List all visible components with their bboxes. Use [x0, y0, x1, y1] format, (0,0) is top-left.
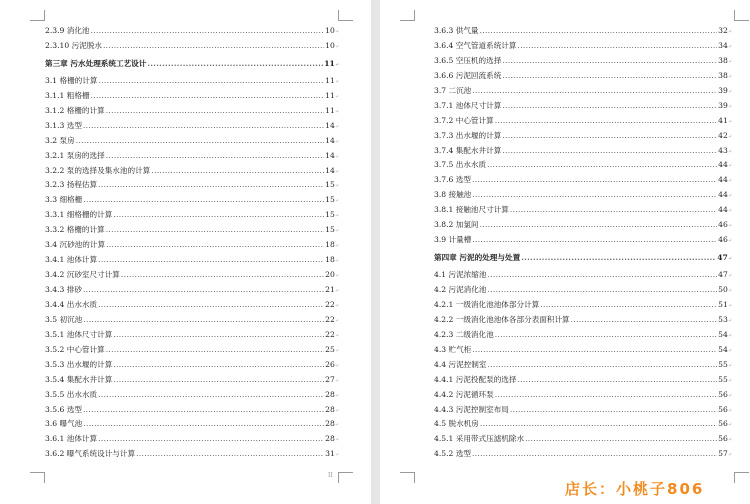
dot-leader — [98, 178, 324, 193]
toc-entry-title: 3.1 格栅的计算 — [45, 75, 98, 85]
toc-entry[interactable] — [434, 233, 732, 248]
toc-entry-page: 15 ↵ — [325, 178, 339, 194]
toc-entry-page: 43 ↵ — [718, 144, 732, 160]
toc-entry-title: 3.7.2 中心管计算 — [434, 115, 494, 125]
toc-entry-page: 44 ↵ — [718, 203, 732, 219]
toc-entry-page: 14 ↵ — [325, 164, 339, 180]
toc-entry-title: 3.8.2 加氯间 — [434, 220, 479, 230]
toc-entry-title: 3.9 计量槽 — [434, 235, 472, 245]
dot-leader — [113, 328, 324, 343]
toc-entry-title: 3.2.3 扬程估算 — [45, 180, 98, 190]
toc-entry-title: 3.4.3 排砂 — [45, 285, 82, 294]
toc-entry[interactable] — [45, 193, 339, 208]
toc-entry[interactable] — [434, 373, 732, 388]
toc-entry-title: 4.3 贮气柜 — [434, 344, 472, 354]
margin-corner-mark — [30, 10, 45, 21]
toc-entry-page: 14 ↵ — [325, 119, 339, 135]
toc-entry[interactable] — [434, 203, 732, 218]
toc-entry-page: 50 ↵ — [718, 283, 732, 299]
toc-entry[interactable] — [434, 298, 732, 313]
toc-entry-title: 3.6.6 污泥回流系统 — [434, 70, 502, 80]
dot-leader — [83, 119, 324, 134]
toc-entry-title: 4.5.1 采用带式压滤机除水 — [434, 434, 525, 444]
toc-entry-title: 4.2 污泥消化池 — [434, 285, 487, 294]
toc-entry[interactable] — [45, 208, 339, 223]
toc-entry-page: 21 ↵ — [325, 283, 339, 299]
toc-entry[interactable] — [45, 283, 339, 298]
toc-entry[interactable] — [434, 313, 732, 328]
toc-entry-page: 22 ↵ — [325, 313, 339, 329]
toc-entry-page: 55 ↵ — [718, 358, 732, 374]
dot-leader — [472, 447, 717, 462]
toc-entry[interactable] — [434, 144, 732, 159]
dot-leader — [83, 193, 324, 208]
toc-entry-page: 46 ↵ — [718, 218, 732, 234]
toc-entry-title: 4.5 脱水机房 — [434, 419, 479, 429]
toc-chapter-entry[interactable] — [434, 248, 732, 268]
toc-entry-page: 10 ↵ — [325, 24, 339, 40]
dot-leader — [525, 432, 717, 447]
margin-corner-mark — [400, 472, 415, 483]
toc-entry[interactable] — [434, 173, 732, 188]
toc-entry[interactable] — [434, 328, 732, 343]
toc-entry-title: 3.5.1 池体尺寸计算 — [45, 329, 113, 339]
toc-entry[interactable] — [434, 69, 732, 84]
dot-leader — [502, 129, 717, 144]
dot-leader — [113, 358, 324, 373]
toc-entry-title: 3.5.4 集配水井计算 — [45, 374, 113, 384]
toc-entry-title: 3.7.6 选型 — [434, 175, 471, 185]
toc-entry-page: 54 ↵ — [718, 343, 732, 359]
dot-leader — [502, 144, 717, 159]
toc-entry-page: 38 ↵ — [718, 69, 732, 85]
toc-entry[interactable] — [434, 24, 732, 39]
toc-entry-page: 15 ↵ — [325, 208, 339, 224]
toc-entry[interactable] — [45, 89, 339, 104]
toc-entry-title: 3.6.5 空压机的选择 — [434, 55, 502, 65]
toc-entry[interactable] — [45, 119, 339, 134]
dot-leader — [480, 218, 718, 233]
dot-leader — [540, 298, 717, 313]
dot-leader — [98, 298, 324, 313]
toc-entry-title: 3.4.1 池体计算 — [45, 255, 98, 265]
dot-leader — [83, 417, 324, 432]
toc-entry-title: 3.3.2 格栅的计算 — [45, 225, 105, 235]
toc-entry-title: 2.3.10 污泥脱水 — [45, 40, 102, 50]
toc-entry[interactable] — [45, 74, 339, 89]
toc-entry-page: 10 ↵ — [325, 39, 339, 55]
toc-entry-page: 57 ↵ — [718, 447, 732, 463]
dot-leader — [480, 417, 717, 432]
toc-entry-page: 14 ↵ — [325, 134, 339, 150]
toc-entry-title: 3.7.5 出水水质 — [434, 160, 487, 170]
dot-leader — [487, 283, 717, 298]
toc-entry[interactable] — [434, 283, 732, 298]
toc-entry-page: 39 ↵ — [718, 84, 732, 100]
toc-entry[interactable] — [434, 99, 732, 114]
dot-leader — [113, 208, 324, 223]
toc-entry-title: 3.1.1 粗格栅 — [45, 90, 90, 100]
dot-leader — [121, 268, 324, 283]
dot-leader — [106, 149, 324, 164]
toc-entry-title: 4.2.1 一级消化池池体部分计算 — [434, 299, 540, 309]
margin-corner-mark — [30, 472, 45, 483]
toc-entry-page: 47 ↵ — [717, 248, 732, 269]
toc-entry-page: 54 ↵ — [718, 328, 732, 344]
toc-entry[interactable] — [434, 343, 732, 358]
toc-entry-title: 3.5.3 出水堰的计算 — [45, 359, 113, 369]
dot-leader — [495, 328, 717, 343]
toc-entry-title: 4.4.2 污泥循环泵 — [434, 389, 494, 399]
toc-entry[interactable] — [434, 447, 732, 462]
toc-entry-page: 51 ↵ — [718, 298, 732, 314]
toc-entry-title: 3.3.1 细格栅的计算 — [45, 210, 113, 220]
toc-entry[interactable] — [45, 432, 339, 447]
toc-entry[interactable] — [45, 313, 339, 328]
dot-leader — [91, 89, 325, 104]
dot-leader — [98, 74, 324, 89]
toc-entry-page: 25 ↵ — [325, 343, 339, 359]
dot-leader — [472, 233, 717, 248]
dot-leader — [98, 388, 324, 403]
dot-leader — [487, 268, 717, 283]
toc-entry-page: 38 ↵ — [718, 54, 732, 70]
toc-entry[interactable] — [45, 223, 339, 238]
toc-entry[interactable] — [45, 164, 339, 179]
toc-entry[interactable] — [45, 149, 339, 164]
dot-leader — [106, 343, 324, 358]
toc-entry-page: 11 ↵ — [325, 74, 339, 90]
toc-entry-page: 15 ↵ — [325, 193, 339, 209]
toc-entry-page: 26 ↵ — [325, 358, 339, 374]
dot-leader — [83, 313, 324, 328]
toc-entry[interactable] — [434, 417, 732, 432]
table-of-contents — [434, 24, 732, 462]
toc-entry[interactable] — [45, 373, 339, 388]
toc-entry-title: 3.1.3 选型 — [45, 120, 82, 130]
toc-entry-page: 31 ↵ — [325, 447, 339, 463]
toc-entry-page: 39 ↵ — [718, 99, 732, 115]
toc-entry[interactable] — [45, 403, 339, 418]
margin-corner-mark — [400, 10, 415, 21]
toc-entry-title: 3.1.2 格栅的计算 — [45, 105, 105, 115]
dot-leader — [136, 447, 324, 462]
toc-entry-title: 2.3.9 消化池 — [45, 26, 90, 35]
table-of-contents — [45, 24, 339, 462]
page-number: II — [328, 472, 333, 479]
dot-leader — [106, 223, 324, 238]
dot-leader — [510, 403, 717, 418]
toc-entry-page: 27 ↵ — [325, 373, 339, 389]
toc-entry[interactable] — [434, 188, 732, 203]
toc-entry-title: 3.7 二沉池 — [434, 85, 472, 95]
toc-entry[interactable] — [45, 358, 339, 373]
toc-entry-title: 3.3 细格栅 — [45, 195, 83, 205]
dot-leader — [518, 39, 718, 54]
toc-entry[interactable] — [434, 158, 732, 173]
toc-entry-title: 第四章 污泥的处理与处置 — [434, 253, 521, 263]
toc-entry-page: 41 ↵ — [718, 114, 732, 130]
toc-entry[interactable] — [45, 253, 339, 268]
dot-leader — [472, 84, 717, 99]
toc-entry-page: 46 ↵ — [718, 233, 732, 249]
toc-entry[interactable] — [434, 129, 732, 144]
dot-leader — [103, 39, 324, 54]
toc-entry-page: 56 ↵ — [718, 417, 732, 433]
toc-entry-page: 56 ↵ — [718, 432, 732, 448]
margin-corner-mark — [734, 472, 749, 483]
toc-entry-title: 4.5.2 选型 — [434, 449, 471, 459]
toc-entry-title: 3.4.2 沉砂室尺寸计算 — [45, 270, 120, 280]
toc-entry[interactable] — [434, 432, 732, 447]
toc-entry[interactable] — [45, 238, 339, 253]
toc-entry-page: 28 ↵ — [325, 388, 339, 404]
toc-entry-page: 44 ↵ — [718, 173, 732, 189]
margin-corner-mark — [734, 10, 749, 21]
toc-entry-page: 14 ↵ — [325, 149, 339, 165]
toc-entry[interactable] — [434, 54, 732, 69]
toc-entry[interactable] — [434, 358, 732, 373]
dot-leader — [106, 104, 324, 119]
toc-entry[interactable] — [45, 39, 339, 54]
toc-entry[interactable] — [45, 104, 339, 119]
toc-entry-title: 3.4.4 出水水质 — [45, 299, 98, 309]
toc-entry-title: 3.4 沉砂池的计算 — [45, 240, 106, 250]
toc-entry-title: 3.2.2 泵的选择及集水池的计算 — [45, 165, 151, 175]
dot-leader — [472, 343, 717, 358]
dot-leader — [480, 24, 718, 39]
toc-entry-title: 4.4 污泥控制室 — [434, 359, 487, 369]
dot-leader — [502, 54, 717, 69]
toc-entry-title: 4.2.2 一级消化池池体各部分表面积计算 — [434, 314, 570, 324]
toc-entry[interactable] — [434, 218, 732, 233]
toc-entry-title: 3.5.5 出水水质 — [45, 389, 98, 399]
toc-entry-title: 3.7.3 出水堰的计算 — [434, 130, 502, 140]
toc-entry-title: 3.6.1 池体计算 — [45, 434, 98, 444]
toc-entry[interactable] — [45, 417, 339, 432]
margin-corner-mark — [338, 472, 353, 483]
toc-entry[interactable] — [45, 24, 339, 39]
dot-leader — [495, 388, 717, 403]
toc-entry[interactable] — [434, 114, 732, 129]
dot-leader — [487, 158, 717, 173]
toc-entry-title: 第三章 污水处理系统工艺设计 — [45, 58, 147, 68]
toc-entry-title: 3.7.1 池体尺寸计算 — [434, 100, 502, 110]
toc-entry-title: 4.1 污泥浓缩池 — [434, 270, 487, 280]
toc-entry[interactable] — [434, 268, 732, 283]
toc-entry-page: 15 ↵ — [325, 223, 339, 239]
dot-leader — [521, 248, 716, 268]
toc-entry-title: 3.5.6 选型 — [45, 404, 82, 414]
toc-entry-title: 4.4.1 污泥投配泵的选择 — [434, 374, 517, 384]
toc-entry-title: 3.5 初沉池 — [45, 314, 83, 324]
toc-entry-page: 22 ↵ — [325, 298, 339, 314]
dot-leader — [472, 188, 717, 203]
dot-leader — [571, 313, 717, 328]
toc-entry-title: 3.6.4 空气管道系统计算 — [434, 40, 517, 50]
dot-leader — [98, 253, 324, 268]
toc-entry-page: 18 ↵ — [325, 238, 339, 254]
dot-leader — [518, 373, 718, 388]
toc-entry-page: 34 ↵ — [718, 39, 732, 55]
toc-entry-title: 3.6 曝气池 — [45, 419, 83, 429]
toc-entry-title: 3.6.3 供气量 — [434, 26, 479, 35]
toc-chapter-entry[interactable] — [45, 54, 339, 74]
toc-entry[interactable] — [434, 84, 732, 99]
toc-entry-page: 11 ↵ — [325, 89, 339, 105]
toc-entry[interactable] — [45, 268, 339, 283]
toc-entry-title: 3.8.1 接触池尺寸计算 — [434, 205, 509, 215]
toc-entry[interactable] — [45, 328, 339, 343]
toc-entry-title: 4.2.3 二级消化池 — [434, 329, 494, 339]
toc-entry-page: 42 ↵ — [718, 129, 732, 145]
dot-leader — [487, 358, 717, 373]
toc-entry-page: 44 ↵ — [718, 158, 732, 174]
dot-leader — [151, 164, 324, 179]
toc-entry[interactable] — [45, 447, 339, 462]
toc-entry-title: 4.4.3 污泥控制室布局 — [434, 404, 509, 414]
toc-entry-page: 18 ↵ — [325, 253, 339, 269]
toc-entry[interactable] — [45, 343, 339, 358]
toc-entry-title: 3.6.2 曝气系统设计与计算 — [45, 449, 136, 459]
toc-entry-page: 11 ↵ — [325, 104, 339, 120]
toc-entry-page: 55 ↵ — [718, 373, 732, 389]
dot-leader — [91, 24, 325, 39]
dot-leader — [510, 203, 717, 218]
dot-leader — [495, 114, 717, 129]
toc-entry[interactable] — [434, 403, 732, 418]
toc-entry[interactable] — [45, 134, 339, 149]
toc-entry[interactable] — [45, 298, 339, 313]
toc-entry-page: 56 ↵ — [718, 388, 732, 404]
dot-leader — [502, 69, 717, 84]
dot-leader — [472, 173, 717, 188]
dot-leader — [83, 283, 324, 298]
toc-entry-page: 11 ↵ — [324, 54, 339, 75]
dot-leader — [147, 54, 323, 74]
toc-entry-page: 32 ↵ — [718, 24, 732, 40]
toc-entry-page: 28 ↵ — [325, 403, 339, 419]
toc-entry-title: 3.2 泵房 — [45, 135, 75, 145]
toc-entry[interactable] — [434, 39, 732, 54]
dot-leader — [113, 373, 324, 388]
toc-entry[interactable] — [434, 388, 732, 403]
dot-leader — [98, 432, 324, 447]
toc-entry-page: 28 ↵ — [325, 417, 339, 433]
document-page-right — [380, 0, 750, 504]
toc-entry-title: 3.8 接触池 — [434, 190, 472, 200]
toc-entry-title: 3.5.2 中心管计算 — [45, 344, 105, 354]
watermark: 店长：小桃子806 — [565, 480, 705, 498]
dot-leader — [76, 134, 324, 149]
toc-entry-page: 47 ↵ — [718, 268, 732, 284]
toc-entry-page: 44 ↵ — [718, 188, 732, 204]
toc-entry-page: 56 ↵ — [718, 403, 732, 419]
toc-entry-title: 3.7.4 集配水井计算 — [434, 145, 502, 155]
toc-entry-title: 3.2.1 泵房的选择 — [45, 150, 105, 160]
toc-entry[interactable] — [45, 178, 339, 193]
toc-entry-page: 20 ↵ — [325, 268, 339, 284]
dot-leader — [502, 99, 717, 114]
dot-leader — [106, 238, 324, 253]
toc-entry[interactable] — [45, 388, 339, 403]
margin-corner-mark — [338, 10, 353, 21]
toc-entry-page: 22 ↵ — [325, 328, 339, 344]
toc-entry-page: 53 ↵ — [718, 313, 732, 329]
toc-entry-page: 28 ↵ — [325, 432, 339, 448]
dot-leader — [83, 403, 324, 418]
document-page-left — [0, 0, 371, 504]
